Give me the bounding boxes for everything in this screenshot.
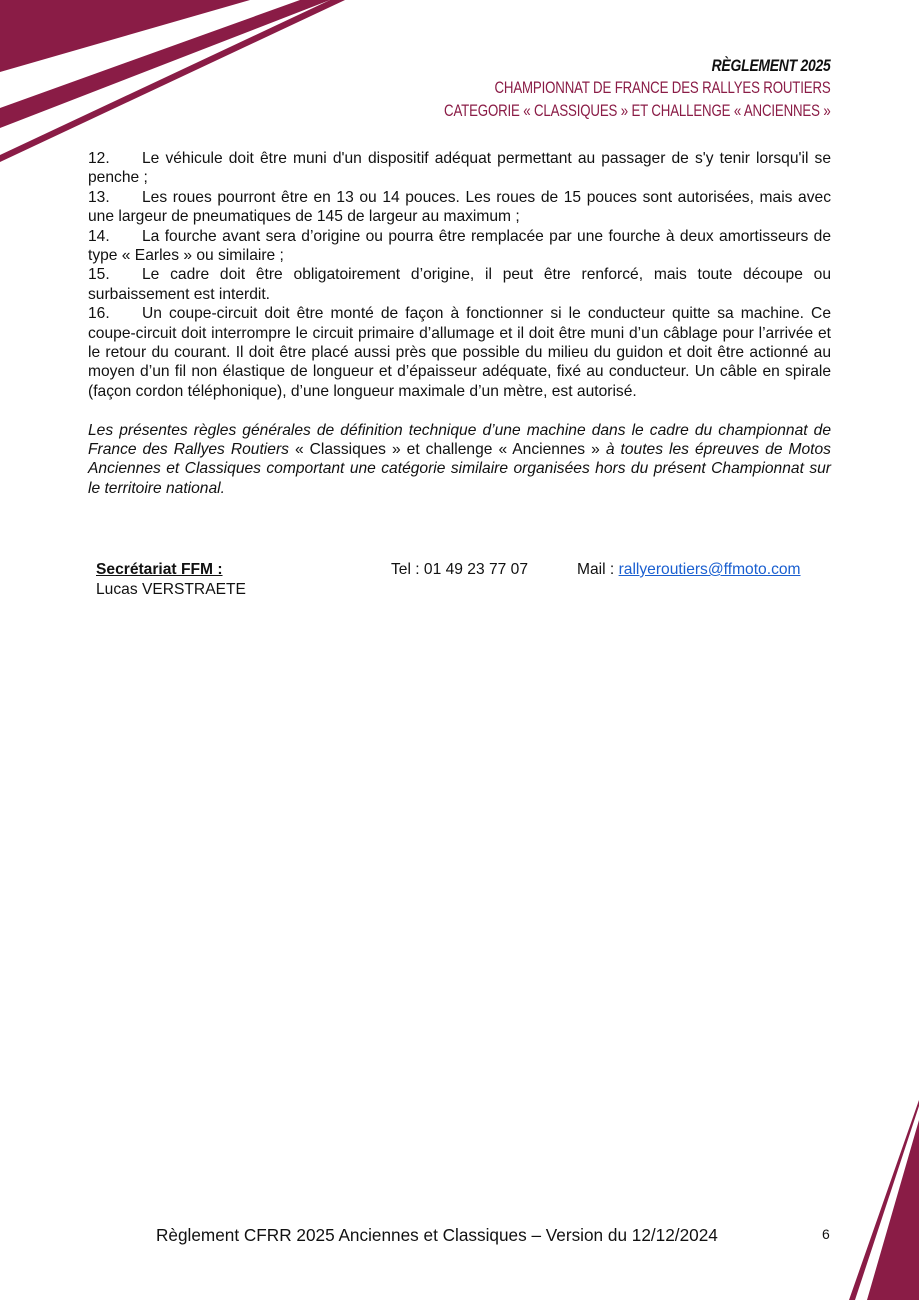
footer-text: Règlement CFRR 2025 Anciennes et Classiques – Version du 12/12/2024: [156, 1225, 718, 1245]
footer-decoration: [849, 1100, 919, 1300]
item-text: Le cadre doit être obligatoirement d’origine, il peut être renforcé, mais toute découpe ou surbaissement est interdit.: [88, 266, 831, 303]
item-number: 16.: [88, 305, 110, 323]
mail-label: Mail :: [577, 561, 619, 578]
phone-number: Tel : 01 49 23 77 07: [391, 561, 528, 578]
note-period: .: [220, 479, 225, 497]
item-number: 13.: [88, 188, 110, 206]
email-link[interactable]: rallyeroutiers@ffmoto.com: [618, 561, 801, 578]
list-item: [88, 265, 831, 304]
item-number: 15.: [88, 266, 110, 284]
list-item: [88, 304, 831, 401]
item-number: 14.: [88, 227, 110, 245]
list-item: [88, 227, 831, 266]
note-text-italic: Les présentes règles générales de définition technique d’une machine dans le cadre du championnat de France des Rallyes Routiers: [88, 421, 831, 459]
closing-note: [88, 421, 831, 499]
header-subtitle: CHAMPIONNAT DE FRANCE DES RALLYES ROUTIERS: [494, 78, 831, 97]
item-text: Les roues pourront être en 13 ou 14 pouces. Les roues de 15 pouces sont autorisées, mais avec une largeur de pneumatiques de 145 de largeur au maximum ;: [88, 188, 831, 226]
header-category: CATEGORIE « CLASSIQUES » ET CHALLENGE « ANCIENNES »: [444, 101, 831, 120]
note-text-normal: « Classiques » et challenge « Anciennes »: [288, 441, 606, 459]
page-number: 6: [822, 1226, 830, 1242]
item-number: 12.: [88, 150, 110, 167]
item-text: Un coupe-circuit doit être monté de façon à fonctionner si le conducteur quitte sa machine. Ce coupe-circuit doit interrompre le circuit primaire d’allumage et il doit être muni d’un câblage pour l’arrivée et le retour du courant. Il doit être placé aussi près que possible du milieu du guidon et doit être actionné au moyen d’un fil non élastique de longueur et d’épaisseur adéquate, fixé au conducteur. Un câble en spirale (façon cordon téléphonique), d’une longueur maximale d’un mètre, est autorisé.: [88, 305, 831, 400]
contact-name: Lucas VERSTRAETE: [96, 580, 246, 598]
header-title: RÈGLEMENT 2025: [712, 56, 831, 75]
document-body: [88, 149, 831, 498]
document-header: [335, 56, 831, 122]
list-item: [88, 188, 831, 227]
contact-block: [96, 560, 896, 599]
item-text: Le véhicule doit être muni d'un dispositif adéquat permettant au passager de s'y tenir lorsqu'il se penche ;: [88, 150, 831, 187]
secretariat-label: Secrétariat FFM :: [96, 561, 223, 578]
email-contact: [577, 560, 801, 580]
note-text-italic-2: à toutes les épreuves de Motos Anciennes et Classiques comportant une catégorie similaire organisées hors du présent Championnat sur le territoire national: [88, 441, 831, 497]
item-text: La fourche avant sera d’origine ou pourra être remplacée par une fourche à deux amortisseurs de type « Earles » ou similaire ;: [88, 227, 831, 265]
list-item: [88, 149, 831, 188]
